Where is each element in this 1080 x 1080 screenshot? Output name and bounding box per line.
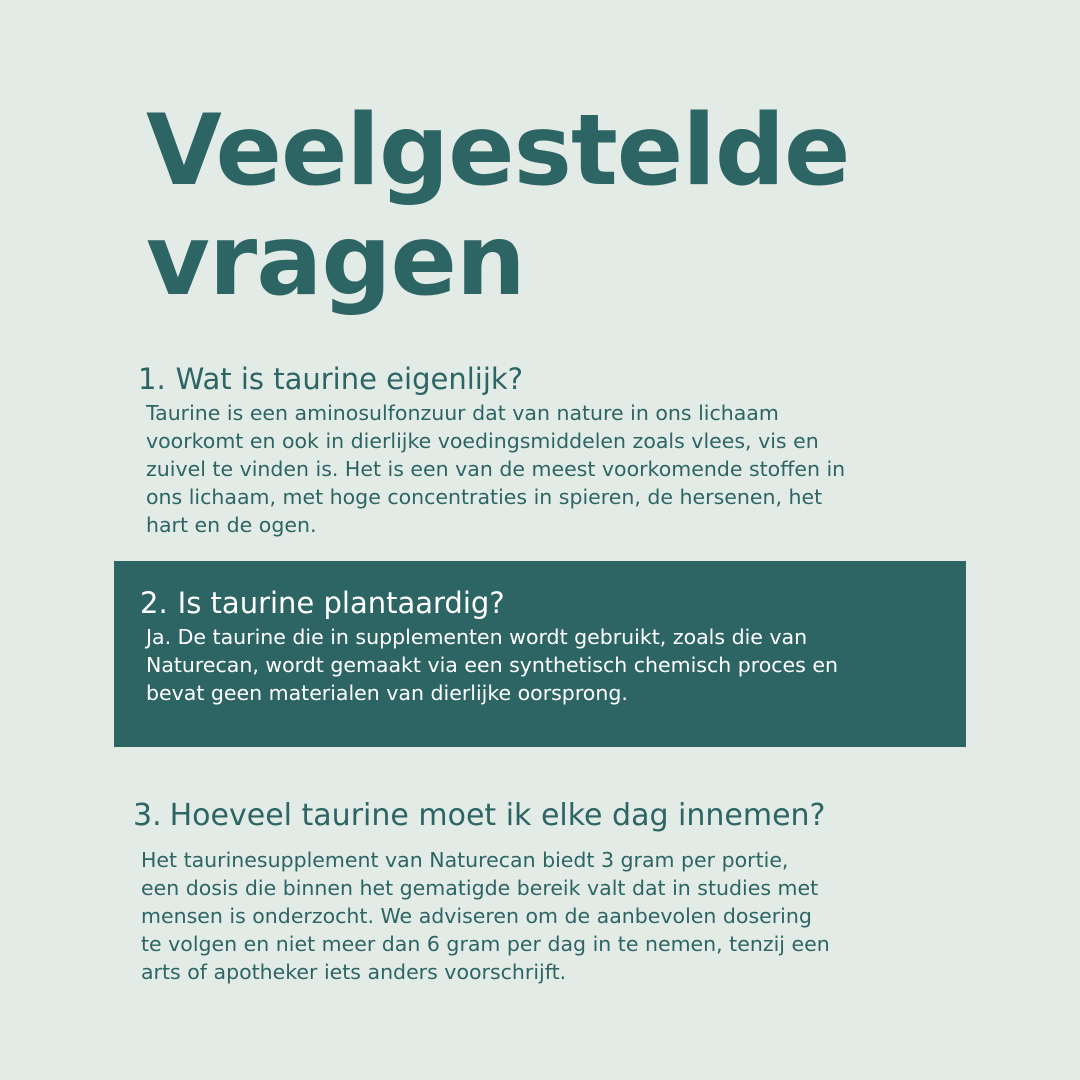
faq-question-2-text: Is taurine plantaardig? [177,586,505,620]
faq-question-2 [140,585,960,621]
faq-question-3-text: Hoeveel taurine moet ik elke dag innemen? [169,798,826,833]
faq-item-3 [133,798,1033,986]
faq-question-1 [138,361,1038,397]
faq-question-3 [133,798,1033,834]
faq-item-1 [138,361,1038,539]
faq-answer-1: Taurine is een aminosulfonzuur dat van nature in ons lichaam voorkomt en ook in dierlijke voedingsmiddelen zoals vlees, vis en zuivel te vinden is. Het is een van de meest voorkomende stoffen in ons lichaam, met hoge concentraties in spieren, de hersenen, het hart en de ogen. [146,401,846,537]
page-title-line-2: vragen [146,204,525,318]
faq-number-2: 2. [140,586,168,620]
faq-question-1-text: Wat is taurine eigenlijk? [175,362,524,396]
page-title-line-1: Veelgestelde [146,94,850,208]
faq-number-1: 1. [138,362,166,396]
faq-item-2 [140,585,960,707]
faq-answer-2: Ja. De taurine die in supplementen wordt gebruikt, zoals die van Naturecan, wordt gemaakt via een synthetisch chemisch proces en bevat geen materialen van dierlijke oorsprong. [146,625,838,705]
faq-number-3: 3. [133,798,162,833]
faq-answer-3: Het taurinesupplement van Naturecan biedt 3 gram per portie, een dosis die binnen het gematigde bereik valt dat in studies met mensen is onderzocht. We adviseren om de aanbevolen dosering te volgen en niet meer dan 6 gram per dag in te nemen, tenzij een arts of apotheker iets anders voorschrijft. [141,848,830,984]
page-title [146,96,849,316]
